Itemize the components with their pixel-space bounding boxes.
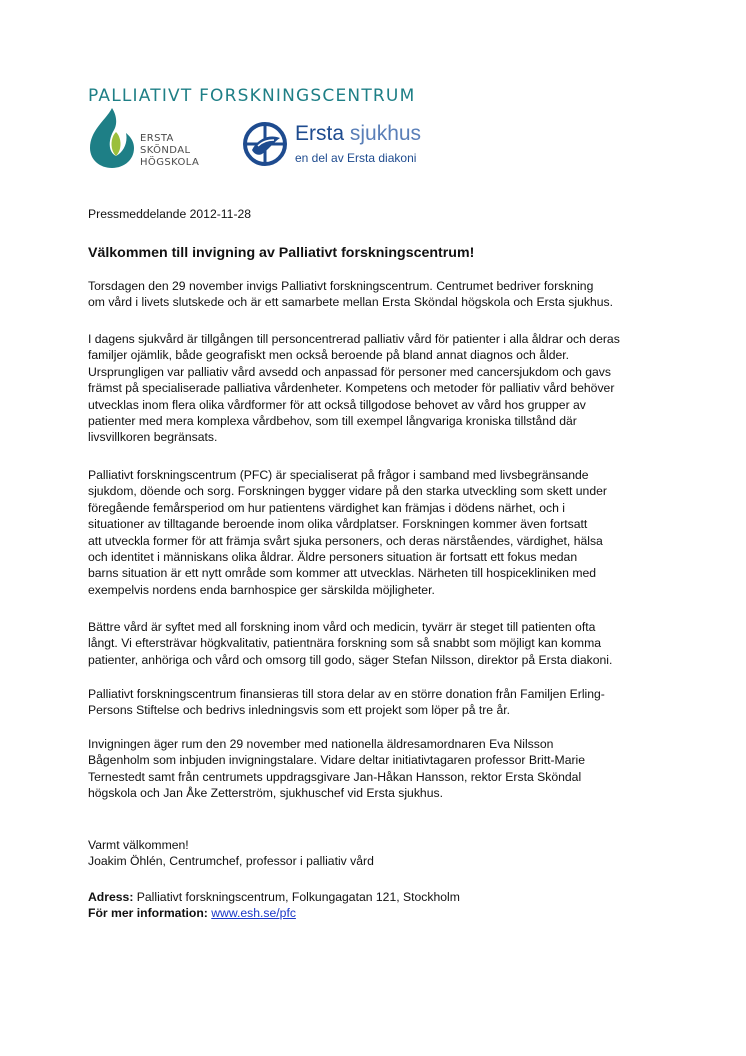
- text-line: I dagens sjukvård är tillgången till personcentrerad palliativ vård för patienter i alla åldrar och deras: [88, 332, 620, 346]
- text-line: Palliativt forskningscentrum (PFC) är specialiserat på frågor i samband med livsbegränsande: [88, 468, 589, 482]
- press-release-heading: Välkommen till invigning av Palliativt forskningscentrum!: [88, 245, 475, 261]
- closing-signature: [88, 837, 653, 870]
- text-line: om vård i livets slutskede och är ett samarbete mellan Ersta Sköndal högskola och Ersta sjukhus.: [88, 295, 613, 310]
- text-line: familjer ojämlik, både geografiskt men också beroende på bland annat diagnos och ålder.: [88, 348, 570, 363]
- text-line: livsvillkoren begränsats.: [88, 430, 218, 445]
- ersta-wordmark-part: Ersta: [295, 122, 345, 145]
- text-line: Ternestedt samt från centrumets uppdragsgivare Jan-Håkan Hansson, rektor Ersta Sköndal: [88, 769, 582, 784]
- esh-logo-line: ERSTA: [140, 133, 174, 144]
- text-line: Varmt välkommen!: [88, 838, 189, 852]
- text-line: och identitet i människans olika åldrar. Äldre personers situation är fortsatt ett fokus medan: [88, 550, 578, 565]
- center-title: PALLIATIVT FORSKNINGSCENTRUM: [88, 86, 416, 106]
- esh-logo-line: HÖGSKOLA: [140, 157, 200, 168]
- text-line: sjukdom, döende och sorg. Forskningen bygger vidare på den starka utveckling som skett under: [88, 484, 607, 499]
- ersta-sjukhus-logo-icon: [240, 120, 290, 168]
- text-line: Joakim Öhlén, Centrumchef, professor i palliativ vård: [88, 854, 374, 869]
- paragraph-intro: [88, 278, 653, 311]
- text-line: Bågenholm som inbjuden invigningstalare. Vidare deltar initiativtagaren professor Britt-Marie: [88, 753, 586, 768]
- esh-logo-text: [140, 133, 199, 169]
- text-line: Ursprungligen var palliativ vård avsedd och anpassad för personer med cancersjukdom och gavs: [88, 364, 611, 379]
- paragraph-care-access: [88, 331, 653, 446]
- paragraph-quote: [88, 619, 653, 668]
- contact-block: [88, 889, 653, 922]
- text-line: utvecklas inom flera olika vårdformer för att också tillgodose behovet av vård hos grupper av: [88, 397, 586, 412]
- address-label: Adress:: [88, 890, 134, 904]
- text-line: situationer av tilltagande beroende inom olika vårdplatser. Forskningen kommer även fortsatt: [88, 517, 588, 532]
- paragraph-pfc: [88, 467, 653, 598]
- text-line: att utveckla former för att främja svårt sjuka personers, och deras närståendes, värdighet, hälsa: [88, 533, 603, 548]
- paragraph-inauguration: [88, 736, 653, 802]
- text-line: främst på specialiserade palliativa vårdenheter. Kompetens och metoder för palliativ vård behöver: [88, 381, 615, 396]
- text-line: patienter med mera komplexa vårdbehov, som till exempel långvariga kroniska tillstånd där: [88, 414, 577, 429]
- paragraph-funding: [88, 686, 653, 719]
- esh-logo-line: SKÖNDAL: [140, 145, 191, 156]
- info-line: [88, 905, 653, 921]
- text-line: barns situation är ett nytt område som kommer att utvecklas. Närheten till hospicekliniken med: [88, 566, 597, 581]
- text-line: exempelvis nordens enda barnhospice ger särskilda möjligheter.: [88, 582, 435, 597]
- sjukhus-wordmark-part: sjukhus: [344, 122, 422, 145]
- ersta-sjukhus-subtitle: en del av Ersta diakoni: [295, 151, 417, 165]
- text-line: Invigningen äger rum den 29 november med nationella äldresamordnaren Eva Nilsson: [88, 737, 554, 751]
- text-line: Palliativt forskningscentrum finansieras till stora delar av en större donation från Familjen Erling-: [88, 687, 605, 701]
- address-value: Palliativt forskningscentrum, Folkungagatan 121, Stockholm: [133, 890, 460, 904]
- info-label: För mer information:: [88, 906, 208, 921]
- text-line: långt. Vi eftersträvar högkvalitativ, patientnära forskning som så snabbt som möjligt kan komma: [88, 636, 602, 651]
- text-line: föregående femårsperiod om hur patientens värdighet kan främjas i dödens närhet, och i: [88, 500, 565, 515]
- text-line: Persons Stiftelse och bedrivs inledningsvis som ett projekt som löper på tre år.: [88, 703, 511, 718]
- ersta-sjukhus-wordmark: [295, 122, 421, 146]
- press-release-date: Pressmeddelande 2012-11-28: [88, 207, 252, 221]
- info-link[interactable]: www.esh.se/pfc: [211, 906, 296, 921]
- text-line: Bättre vård är syftet med all forskning inom vård och medicin, tyvärr är steget till patienten ofta: [88, 620, 596, 634]
- text-line: högskola och Jan Åke Zetterström, sjukhuschef vid Ersta sjukhus.: [88, 786, 443, 801]
- text-line: Torsdagen den 29 november invigs Palliativt forskningscentrum. Centrumet bedriver forskning: [88, 279, 594, 293]
- text-line: patienter, anhöriga och vård och omsorg till godo, säger Stefan Nilsson, direktor på Ersta diakoni.: [88, 652, 613, 667]
- address-line: [88, 889, 653, 905]
